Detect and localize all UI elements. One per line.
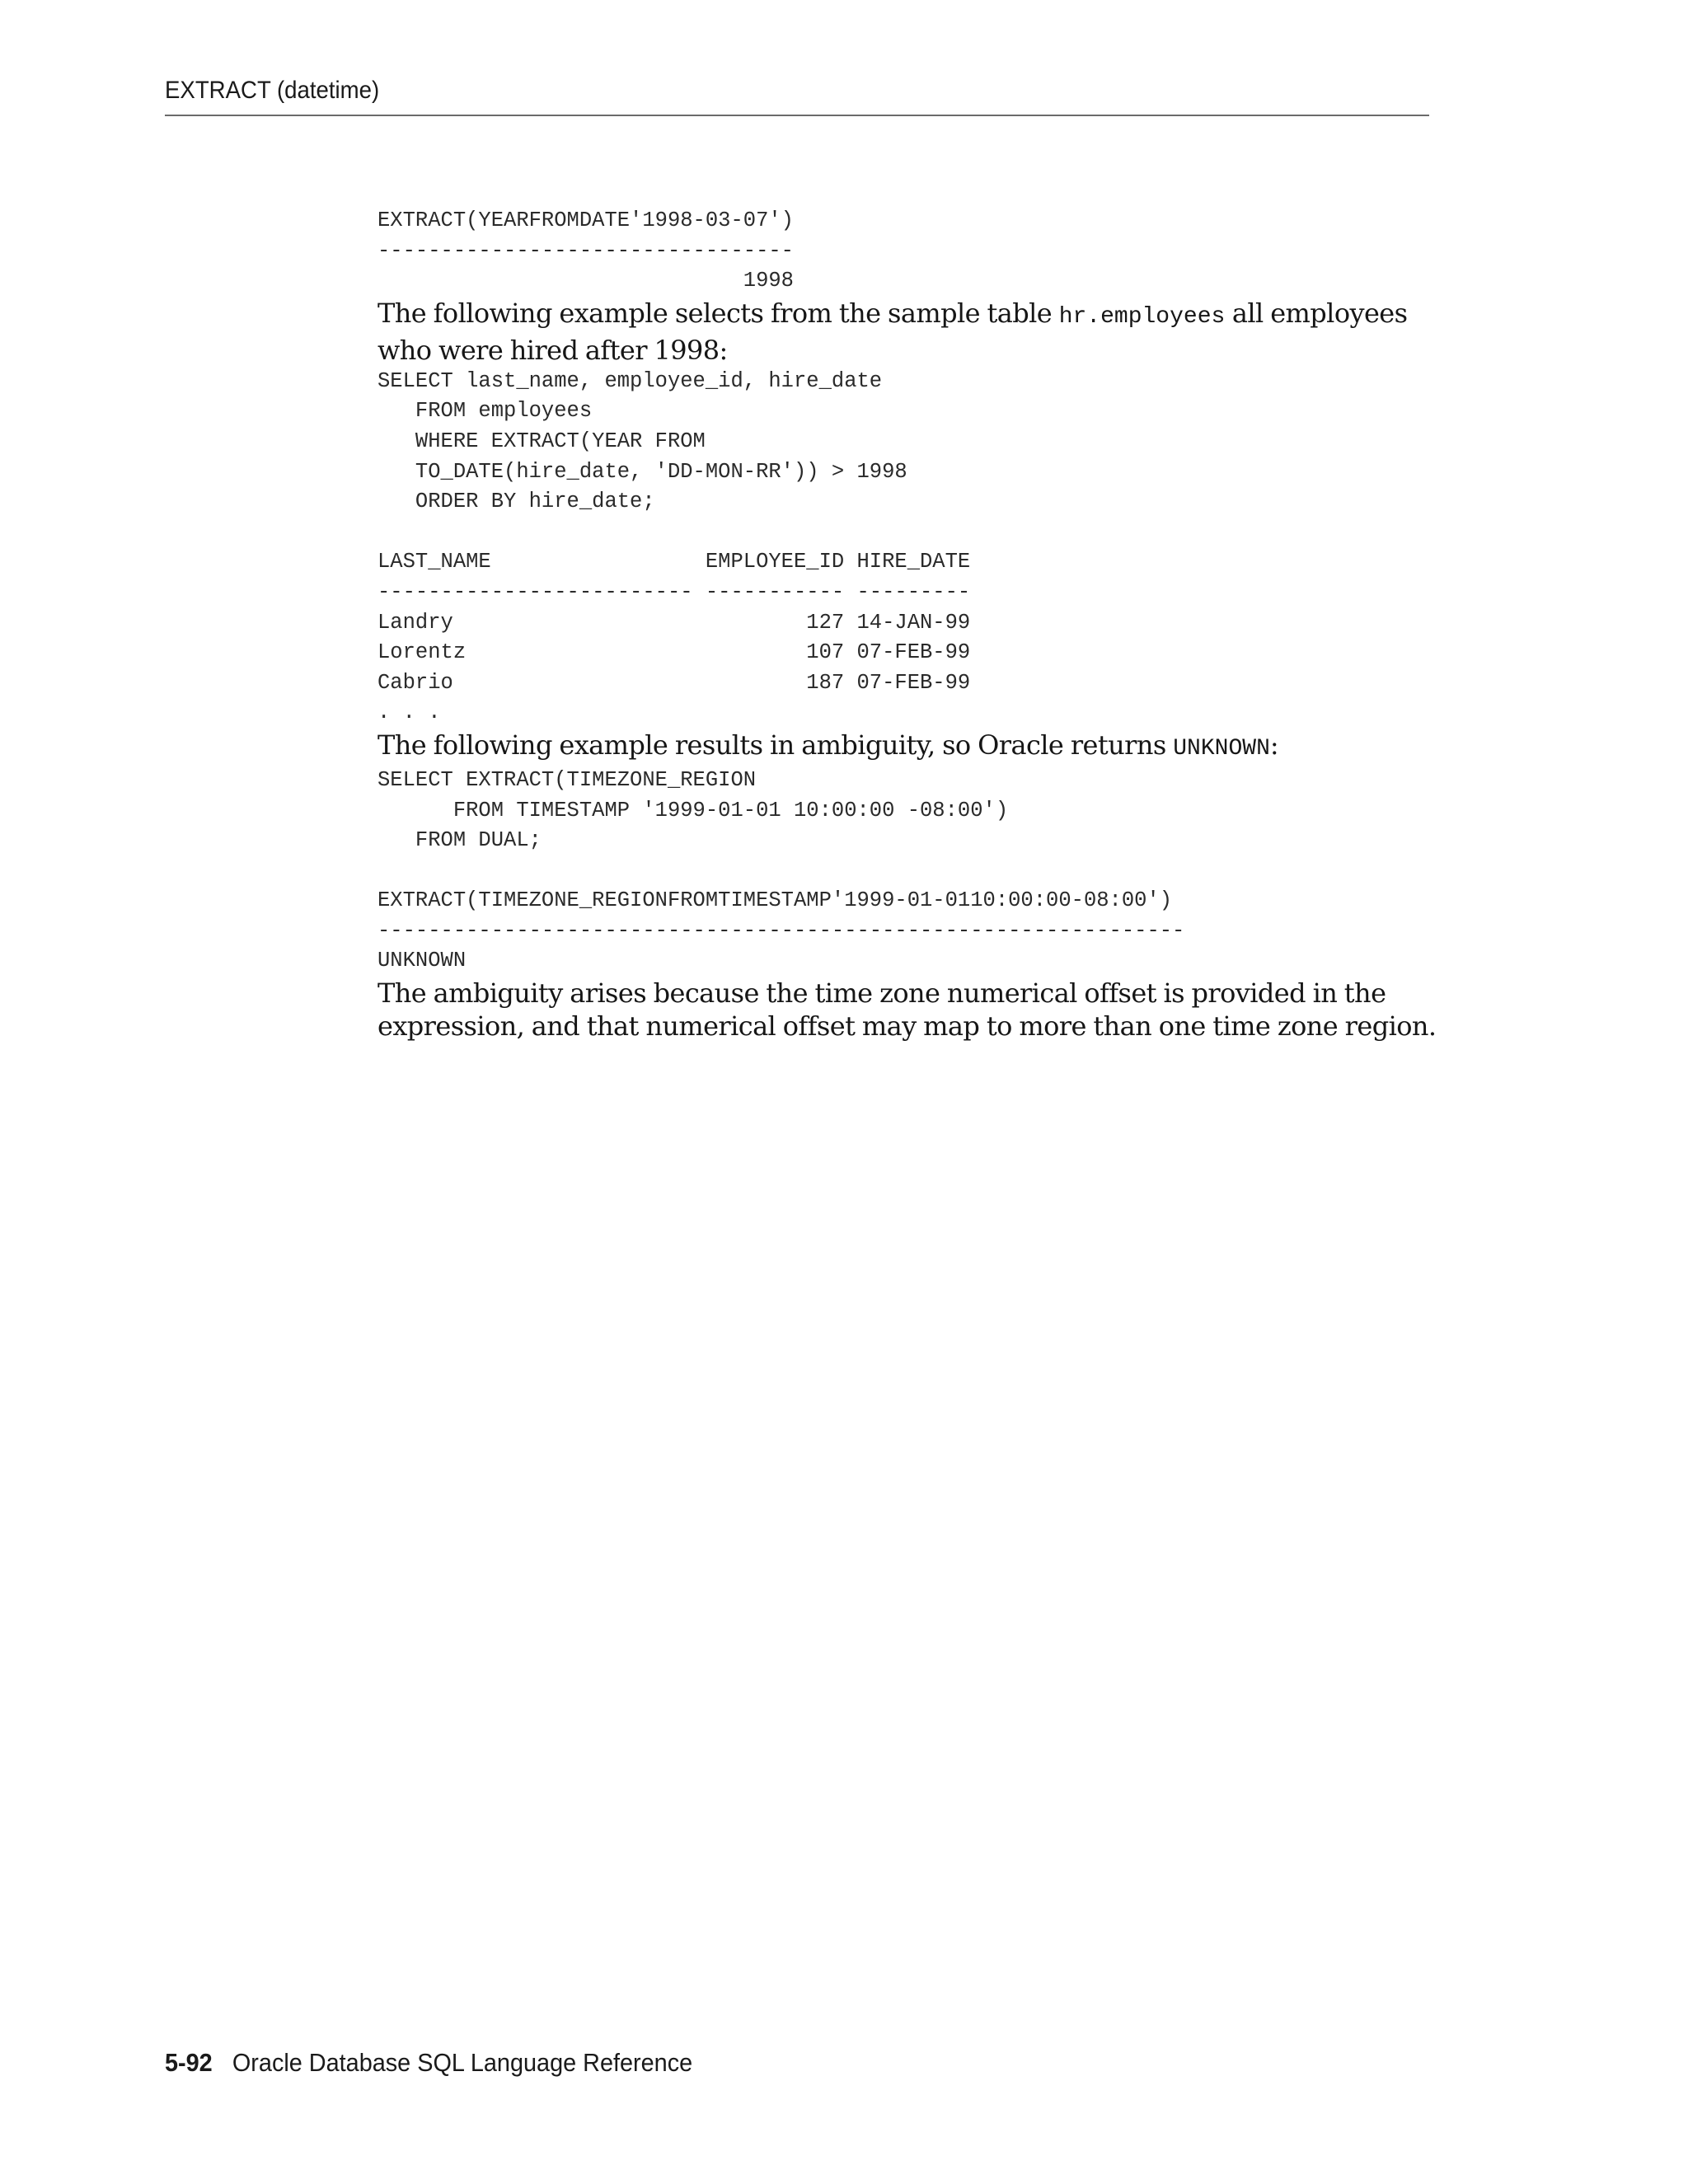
code-block-employees-query: SELECT last_name, employee_id, hire_date FROM employees WHERE EXTRACT(YEAR FROM TO_DATE(hire_date, 'DD-MON-RR')) > 1998 ORDER BY hire_date; LAST_NAME EMPLOYEE_ID HIRE_DATE ------------------------- ----------- --------- Landry 127 14-JAN-99 Lorentz 107 07-FEB-99 Cabrio 187 07-FEB-99 . . . xyxy=(377,368,971,725)
book-title: Oracle Database SQL Language Reference xyxy=(232,2048,693,2077)
header-rule xyxy=(165,115,1429,116)
page-number: 5-92 xyxy=(165,2048,213,2077)
paragraph-text: The following example selects from the sample table xyxy=(377,297,1059,329)
paragraph-text: The following example results in ambiguity, so Oracle returns xyxy=(377,729,1174,761)
inline-code-unknown: UNKNOWN xyxy=(1173,735,1270,762)
paragraph-text: : xyxy=(1269,729,1279,761)
page-footer xyxy=(165,2047,692,2079)
inline-code-table-name: hr.employees xyxy=(1058,303,1226,330)
code-block-timezone-query: SELECT EXTRACT(TIMEZONE_REGION FROM TIMESTAMP '1999-01-01 10:00:00 -08:00') FROM DUAL; EXTRACT(TIMEZONE_REGIONFROMTIMESTAMP'1999-01-0110:00:00-08:00') ---------------------------------------------------------------- UNKNOWN xyxy=(377,767,1185,973)
paragraph-ambiguity-explanation: The ambiguity arises because the time zone numerical offset is provided in the expression, and that numerical offset may map to more than one time zone region. xyxy=(377,977,1437,1043)
page-content xyxy=(377,206,1441,1043)
paragraph-text: all employees who were hired after 1998: xyxy=(377,297,1408,366)
code-block-extract-year-result: EXTRACT(YEARFROMDATE'1998-03-07') --------------------------------- 1998 xyxy=(377,209,794,293)
running-header-title: EXTRACT (datetime) xyxy=(165,77,380,104)
paragraph-hr-employees-example xyxy=(377,297,1441,367)
paragraph-ambiguity-example xyxy=(377,729,1441,766)
